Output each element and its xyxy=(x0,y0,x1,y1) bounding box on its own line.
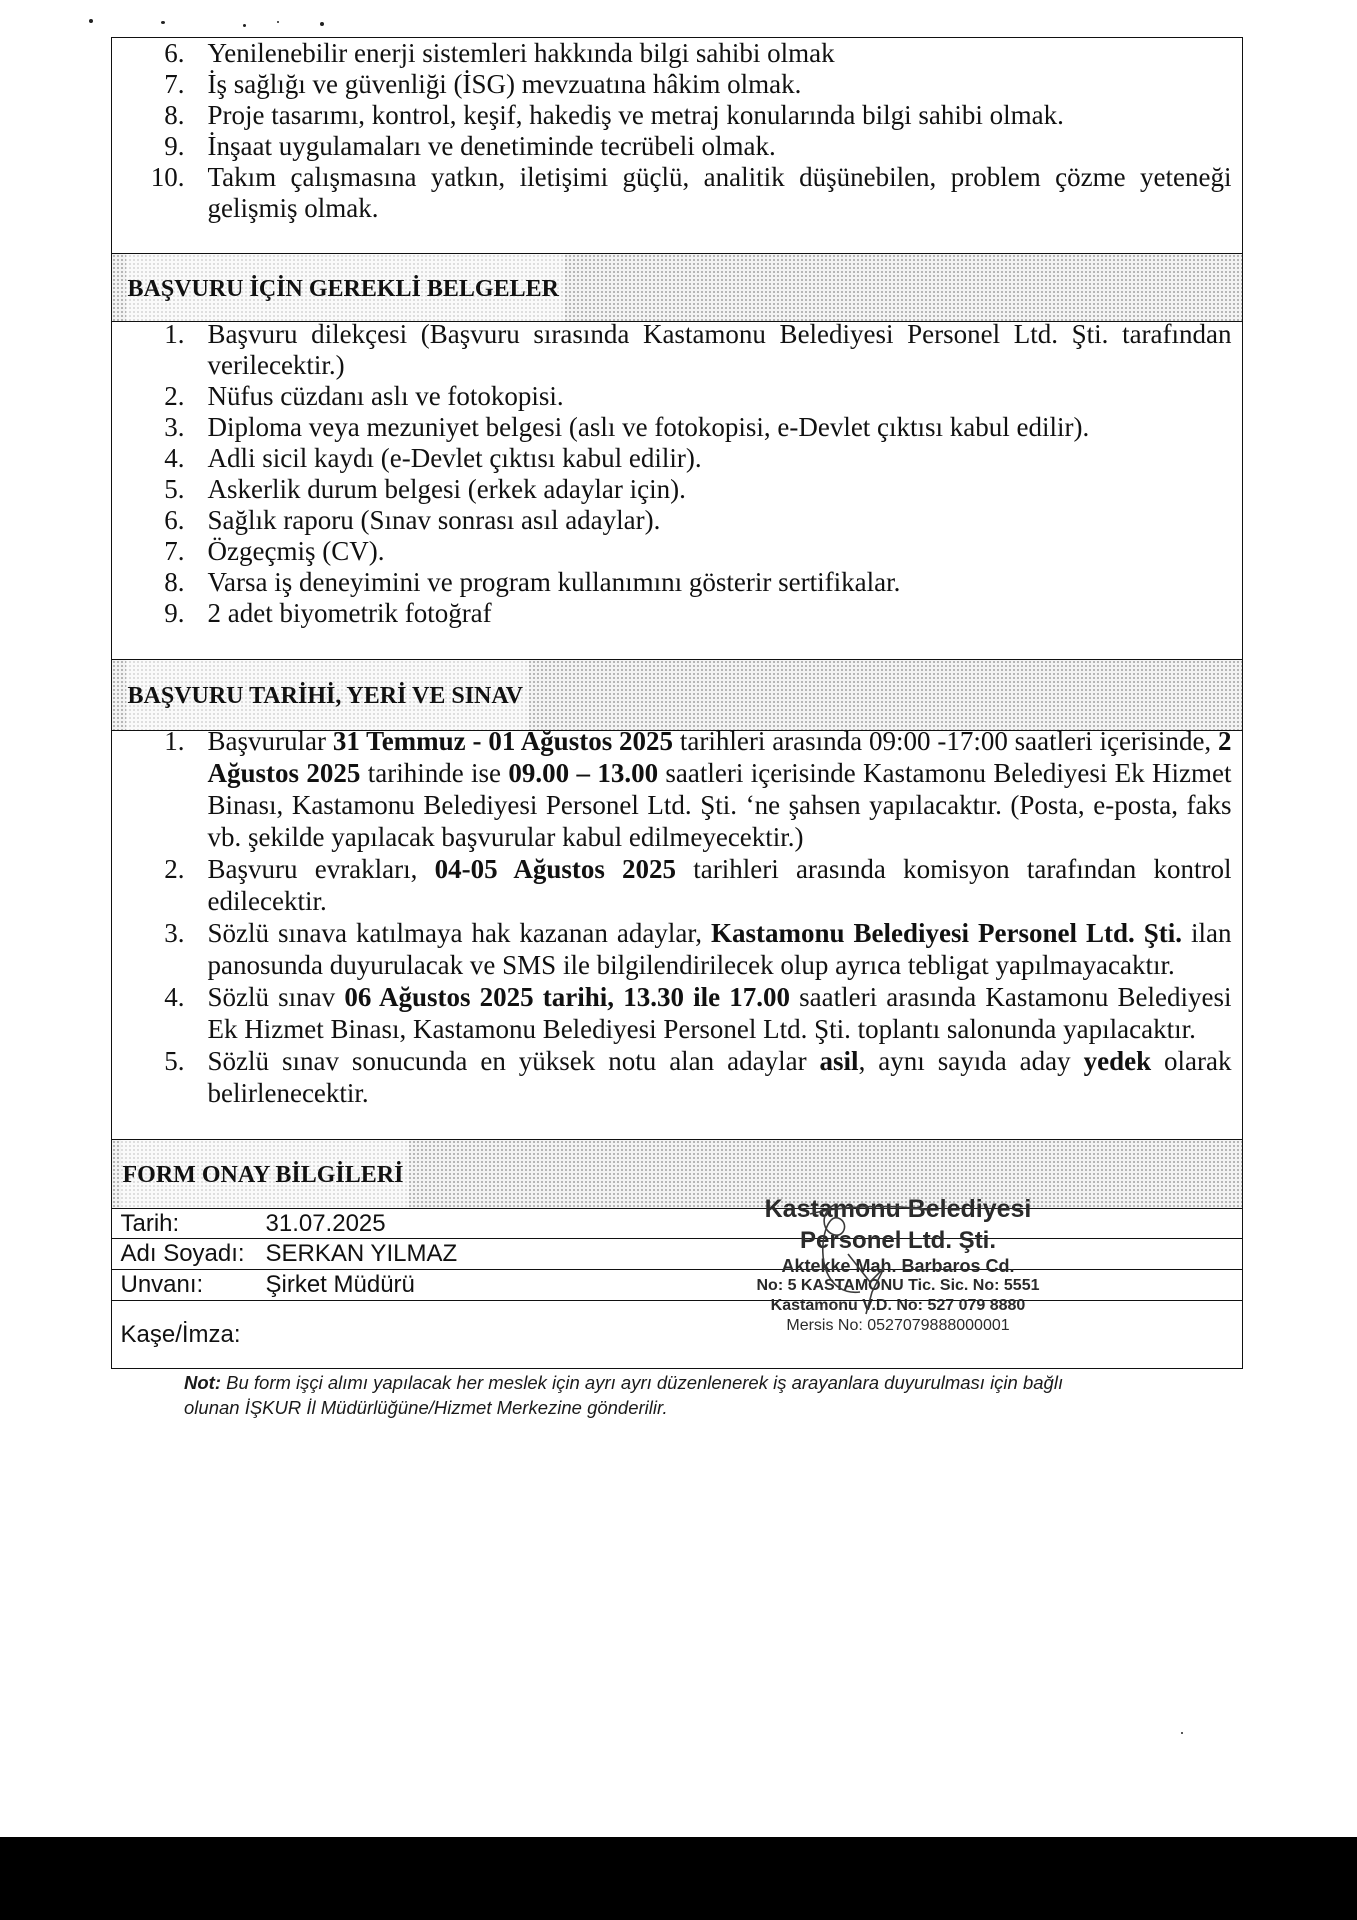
section-title-documents: BAŞVURU İÇİN GEREKLİ BELGELER xyxy=(126,254,565,321)
list-text: Özgeçmiş (CV). xyxy=(207,536,385,566)
bold-text-segment: 2 Ağustos 2025 xyxy=(207,726,1232,788)
list-text: Başvuru dilekçesi (Başvuru sırasında Kastamonu Belediyesi Personel Ltd. Şti. tarafından verilecektir.) xyxy=(207,319,1232,380)
document-item xyxy=(112,536,1242,567)
schedule-item xyxy=(112,1045,1242,1109)
list-number: 9. xyxy=(164,598,185,628)
bold-text-segment: 06 Ağustos 2025 tarihi, 13.30 ile 17.00 xyxy=(344,982,791,1012)
signature-stroke xyxy=(848,1254,884,1314)
stamp-company-name: Kastamonu Belediyesi xyxy=(764,1195,1032,1223)
document-item xyxy=(112,381,1242,412)
bold-text-segment: yedek xyxy=(1083,1046,1152,1076)
document-item xyxy=(112,412,1242,443)
signature xyxy=(770,1188,970,1328)
bold-text-segment: Kastamonu Belediyesi Personel Ltd. Şti. xyxy=(710,918,1182,948)
text-segment: Sözlü sınava katılmaya hak kazanan adaylar, xyxy=(207,918,711,948)
list-text: Nüfus cüzdanı aslı ve fotokopisi. xyxy=(207,381,564,411)
list-text xyxy=(208,981,1232,1045)
text-segment: Sözlü sınav sonucunda en yüksek notu alan adaylar xyxy=(207,1046,820,1076)
document-item xyxy=(112,505,1242,536)
list-text: Proje tasarımı, kontrol, keşif, hakediş ve metraj konularında bilgi sahibi olmak. xyxy=(207,100,1064,130)
documents-section xyxy=(112,321,1242,659)
stamp-mersis-number: Mersis No: 0527079888000001 xyxy=(786,1317,1010,1334)
list-number: 5. xyxy=(164,1046,185,1076)
document-item xyxy=(112,567,1242,598)
list-number: 1. xyxy=(164,319,185,349)
form-box xyxy=(111,37,1243,1369)
text-segment: ilan panosunda duyurulacak ve SMS ile bilgilendirilecek olup ayrıca tebligat yapılmayacaktır. xyxy=(207,918,1232,980)
schedule-item xyxy=(112,853,1242,917)
footnote-line xyxy=(184,1370,1063,1395)
section-header-schedule xyxy=(112,659,1242,730)
scan-bottom-edge xyxy=(0,1837,1357,1920)
list-text: Takım çalışmasına yatkın, iletişimi güçlü, analitik düşünebilen, problem çözme yeteneği gelişmiş olmak. xyxy=(207,162,1232,223)
list-number: 7. xyxy=(164,536,185,566)
list-number: 4. xyxy=(164,982,185,1012)
list-number: 6. xyxy=(164,505,185,535)
stamp-trade-registry: No: 5 KASTAMONU Tic. Sic. No: 5551 xyxy=(756,1277,1040,1294)
list-number: 10. xyxy=(150,162,185,192)
bold-text-segment: asil xyxy=(819,1046,859,1076)
list-number: 5. xyxy=(164,474,185,504)
text-segment: saatleri arasında Kastamonu Belediyesi Ek Hizmet Binası, Kastamonu Belediyesi Personel Ltd. Şti. toplantı salonunda yapılacaktır. xyxy=(207,982,1232,1044)
list-number: 8. xyxy=(164,567,185,597)
list-number: 3. xyxy=(164,918,185,948)
scan-speck xyxy=(243,24,246,27)
name-label: Adı Soyadı: xyxy=(120,1240,245,1267)
list-number: 1. xyxy=(164,726,185,756)
requirements-list xyxy=(112,38,1242,224)
requirement-item xyxy=(112,69,1242,100)
list-text xyxy=(208,917,1232,981)
footnote-label: Not: xyxy=(184,1372,221,1393)
requirement-item xyxy=(112,38,1242,69)
document-item xyxy=(112,474,1242,505)
text-segment: olarak belirlenecektir. xyxy=(207,1046,1232,1108)
list-number: 8. xyxy=(164,100,185,130)
list-number: 3. xyxy=(164,412,185,442)
seal-signature-label: Kaşe/İmza: xyxy=(120,1320,241,1348)
list-text: Diploma veya mezuniyet belgesi (aslı ve fotokopisi, e-Devlet çıktısı kabul edilir). xyxy=(207,412,1090,442)
text-segment: saatleri içerisinde Kastamonu Belediyesi Ek Hizmet Binası, Kastamonu Belediyesi Personel Ltd. Şti. ‘ne şahsen yapılacaktır. (Posta, e-posta, faks vb. şekilde yapılacak başvurular kabul edilmeyecektir.) xyxy=(207,758,1232,852)
text-segment: Sözlü sınav xyxy=(207,982,345,1012)
requirement-item xyxy=(112,162,1242,224)
scan-speck xyxy=(320,22,324,26)
stamp-tax-number: Kastamonu V.D. No: 527 079 8880 xyxy=(770,1297,1026,1314)
schedule-section xyxy=(112,726,1242,1139)
name-value: SERKAN YILMAZ xyxy=(265,1240,458,1267)
section-title-form-approval: FORM ONAY BİLGİLERİ xyxy=(121,1140,410,1208)
list-text: Sağlık raporu (Sınav sonrası asıl adaylar). xyxy=(207,505,661,535)
document-item xyxy=(112,443,1242,474)
list-text: İnşaat uygulamaları ve denetiminde tecrübeli olmak. xyxy=(207,131,776,161)
bold-text-segment: 31 Temmuz - 01 Ağustos 2025 xyxy=(332,726,674,756)
bold-text-segment: 09.00 – 13.00 xyxy=(508,758,659,788)
text-segment: tarihinde ise xyxy=(360,758,509,788)
footnote-text: Bu form işçi alımı yapılacak her meslek için ayrı ayrı düzenlenerek iş arayanlara duyurulması için bağlı xyxy=(226,1372,1064,1393)
list-text xyxy=(208,725,1232,853)
date-label: Tarih: xyxy=(120,1209,180,1237)
schedule-item xyxy=(112,725,1242,853)
scan-speck xyxy=(277,21,279,23)
list-text: İş sağlığı ve güvenliği (İSG) mevzuatına hâkim olmak. xyxy=(207,69,802,99)
footnote-text: olunan İŞKUR İl Müdürlüğüne/Hizmet Merkezine gönderilir. xyxy=(184,1397,668,1418)
signature-stroke xyxy=(823,1204,860,1292)
documents-list xyxy=(112,319,1242,629)
stamp-address: Aktekke Mah. Barbaros Cd. xyxy=(781,1256,1015,1276)
requirements-section xyxy=(112,38,1242,253)
list-text xyxy=(208,853,1232,917)
list-number: 4. xyxy=(164,443,185,473)
scan-speck xyxy=(1181,1732,1183,1734)
requirement-item xyxy=(112,100,1242,131)
list-number: 6. xyxy=(164,38,185,68)
stamp-company-type: Personel Ltd. Şti. xyxy=(799,1227,997,1254)
text-segment: tarihleri arasında 09:00 -17:00 saatleri içerisinde, xyxy=(673,726,1219,756)
list-text: Yenilenebilir enerji sistemleri hakkında bilgi sahibi olmak xyxy=(207,38,835,68)
title-label: Unvanı: xyxy=(120,1271,204,1298)
text-segment: , aynı sayıda aday xyxy=(858,1046,1084,1076)
list-number: 2. xyxy=(164,854,185,884)
scan-speck xyxy=(89,19,93,23)
text-segment: Başvurular xyxy=(207,726,333,756)
date-value: 31.07.2025 xyxy=(265,1209,386,1237)
section-title-schedule: BAŞVURU TARİHİ, YERİ VE SINAV xyxy=(126,660,529,730)
list-number: 2. xyxy=(164,381,185,411)
list-text: Askerlik durum belgesi (erkek adaylar için). xyxy=(207,474,686,504)
footnote-line xyxy=(184,1395,1063,1420)
requirement-item xyxy=(112,131,1242,162)
list-text xyxy=(208,1045,1232,1109)
schedule-item xyxy=(112,981,1242,1045)
document-item xyxy=(112,598,1242,629)
schedule-item xyxy=(112,917,1242,981)
list-number: 9. xyxy=(164,131,185,161)
section-header-documents xyxy=(112,253,1242,321)
title-value: Şirket Müdürü xyxy=(265,1271,415,1298)
list-text: Adli sicil kaydı (e-Devlet çıktısı kabul edilir). xyxy=(207,443,702,473)
list-text: Varsa iş deneyimini ve program kullanımını gösterir sertifikalar. xyxy=(207,567,901,597)
bold-text-segment: 04-05 Ağustos 2025 xyxy=(434,854,677,884)
text-segment: Başvuru evrakları, xyxy=(207,854,435,884)
footnote xyxy=(184,1370,1063,1420)
list-number: 7. xyxy=(164,69,185,99)
scan-speck xyxy=(161,21,165,24)
schedule-list xyxy=(112,725,1242,1109)
list-text: 2 adet biyometrik fotoğraf xyxy=(207,598,492,628)
text-segment: tarihleri arasında komisyon tarafından kontrol edilecektir. xyxy=(207,854,1232,916)
document-item xyxy=(112,319,1242,381)
